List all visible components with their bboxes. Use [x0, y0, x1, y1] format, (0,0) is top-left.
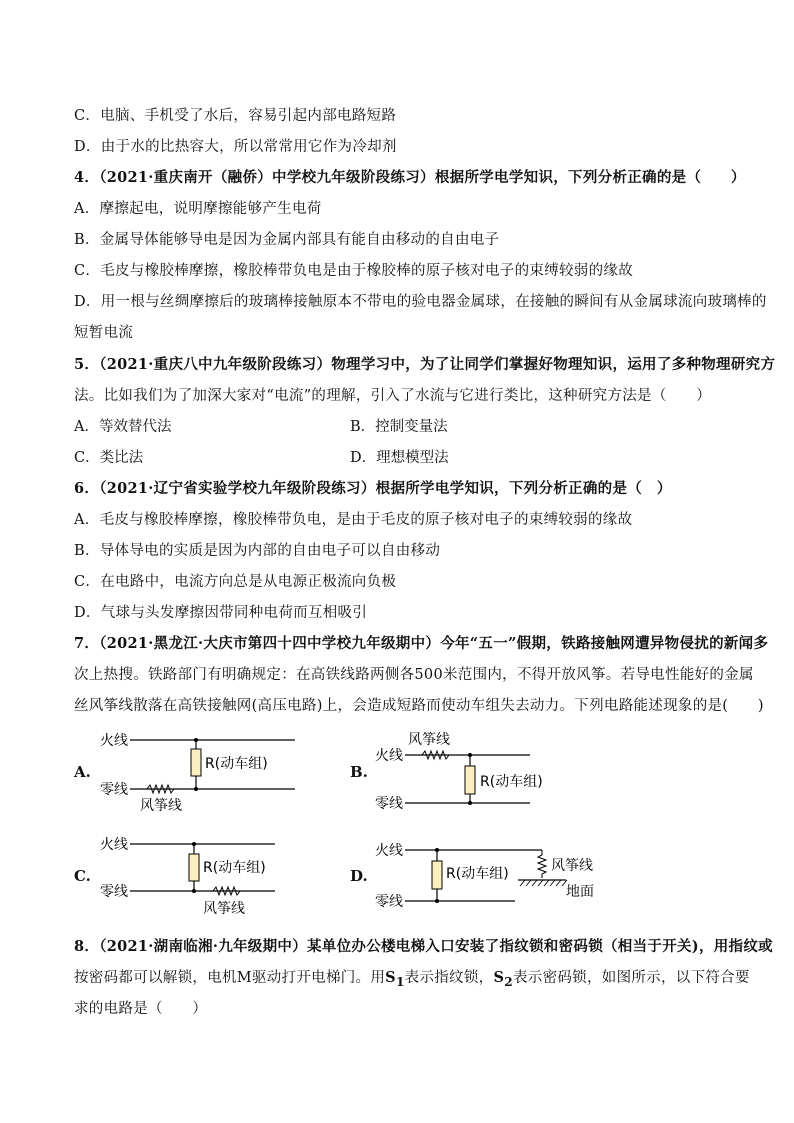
- live-wire-label: 火线: [375, 748, 403, 764]
- q3-option-c: C．电脑、手机受了水后，容易引起内部电路短路: [74, 108, 397, 124]
- q6-option-b: B．导体导电的实质是因为内部的自由电子可以自由移动: [74, 543, 441, 559]
- q5-option-b: B．控制变量法: [350, 419, 448, 435]
- q4-option-c: C．毛皮与橡胶棒摩擦，橡胶棒带负电是由于橡胶棒的原子核对电子的束缚较弱的缘故: [74, 263, 633, 279]
- q8-text-mid: 表示指纹锁，: [404, 970, 494, 986]
- s2-subscript: 2: [504, 974, 513, 989]
- q4-option-b: B．金属导体能够导电是因为金属内部具有能自由移动的自由电子: [74, 232, 500, 248]
- q7-stem-line3: 丝风筝线散落在高铁接触网(高压电路)上，会造成短路而使动车组失去动力。下列电路能述现象的是( ): [74, 698, 764, 714]
- kite-string-label: 风筝线: [203, 901, 245, 917]
- resistor-icon: [465, 766, 475, 794]
- kite-string-icon: [213, 887, 240, 895]
- q8-stem-line2: [74, 966, 750, 989]
- circuit-diagram-d: [370, 833, 620, 922]
- kite-string-label: 风筝线: [140, 798, 182, 814]
- s1-symbol: S: [385, 969, 396, 986]
- q5-option-d: D．理想模型法: [350, 450, 449, 466]
- q6-option-c: C．在电路中，电流方向总是从电源正极流向负极: [74, 574, 397, 590]
- q7-option-b-label: B.: [350, 763, 368, 781]
- q5-option-c: C．类比法: [74, 450, 144, 466]
- live-wire-label: 火线: [100, 733, 128, 749]
- resistor-icon: [432, 861, 442, 889]
- load-label: R(动车组): [205, 756, 268, 772]
- q8-text-post: 表示密码锁，如图所示，以下符合要: [512, 970, 750, 986]
- kite-string-icon: [538, 850, 546, 878]
- load-label: R(动车组): [480, 774, 543, 790]
- q5-stem-line2: 法。比如我们为了加深大家对“电流”的理解，引入了水流与它进行类比，这种研究方法是（ ）: [74, 388, 712, 404]
- q5-option-a: A．等效替代法: [74, 419, 172, 435]
- kite-string-label: 风筝线: [408, 732, 450, 748]
- q7-option-c-label: C.: [74, 867, 91, 885]
- neutral-wire-label: 零线: [100, 884, 128, 900]
- circuit-diagram-b: [370, 728, 570, 822]
- q7-option-d-label: D.: [350, 867, 368, 885]
- q3-option-d: D．由于水的比热容大，所以常常用它作为冷却剂: [74, 139, 397, 155]
- kite-string-icon: [147, 785, 174, 793]
- q4-option-d-line1: D．用一根与丝绸摩擦后的玻璃棒接触原本不带电的验电器金属球，在接触的瞬间有从金属球流向玻璃棒的: [74, 294, 767, 310]
- s2-symbol: S: [493, 969, 505, 986]
- q4-option-a: A．摩擦起电，说明摩擦能够产生电荷: [74, 201, 322, 217]
- ground-label: 地面: [566, 884, 594, 900]
- q8-stem-line3: 求的电路是（ ）: [74, 1001, 208, 1017]
- q7-stem-line2: 次上热搜。铁路部门有明确规定：在高铁线路两侧各500米范围内，不得开放风筝。若导电性能好的金属: [74, 667, 754, 683]
- q7-stem-line1: 7．（2021·黑龙江·大庆市第四十四中学校九年级期中）今年“五一”假期，铁路接触网遭异物侵扰的新闻多: [74, 635, 769, 652]
- q5-stem-line1: 5．（2021·重庆八中九年级阶段练习）物理学习中，为了让同学们掌握好物理知识，运用了多种物理研究方: [74, 356, 776, 373]
- neutral-wire-label: 零线: [375, 796, 403, 812]
- load-label: R(动车组): [203, 860, 266, 876]
- q8-stem-line1: 8．（2021·湖南临湘·九年级期中）某单位办公楼电梯入口安装了指纹锁和密码锁（相当于开关)，用指纹或: [74, 938, 773, 955]
- neutral-wire-label: 零线: [375, 894, 403, 910]
- circuit-diagram-a: [95, 728, 315, 822]
- kite-string-icon: [422, 751, 449, 759]
- load-label: R(动车组): [446, 866, 509, 882]
- live-wire-label: 火线: [375, 843, 403, 859]
- q6-option-a: A．毛皮与橡胶棒摩擦，橡胶棒带负电，是由于毛皮的原子核对电子的束缚较弱的缘故: [74, 512, 633, 528]
- q4-stem: 4．（2021·重庆南开（融侨）中学校九年级阶段练习）根据所学电学知识，下列分析正确的是（ ）: [74, 169, 746, 186]
- q6-stem: 6．（2021·辽宁省实验学校九年级阶段练习）根据所学电学知识，下列分析正确的是（ ）: [74, 480, 672, 497]
- q4-option-d-line2: 短暂电流: [74, 325, 134, 341]
- s1-subscript: 1: [395, 974, 405, 989]
- kite-string-label: 风筝线: [551, 858, 593, 874]
- ground-hatch-icon: [520, 880, 567, 886]
- circuit-diagram-c: [95, 833, 315, 927]
- live-wire-label: 火线: [100, 837, 128, 853]
- resistor-icon: [191, 749, 201, 776]
- neutral-wire-label: 零线: [100, 782, 128, 798]
- q6-option-d: D．气球与头发摩擦因带同种电荷而互相吸引: [74, 605, 368, 621]
- resistor-icon: [189, 854, 199, 881]
- q7-option-a-label: A.: [74, 763, 91, 781]
- q8-text-pre: 按密码都可以解锁，电机M驱动打开电梯门。用: [74, 970, 386, 986]
